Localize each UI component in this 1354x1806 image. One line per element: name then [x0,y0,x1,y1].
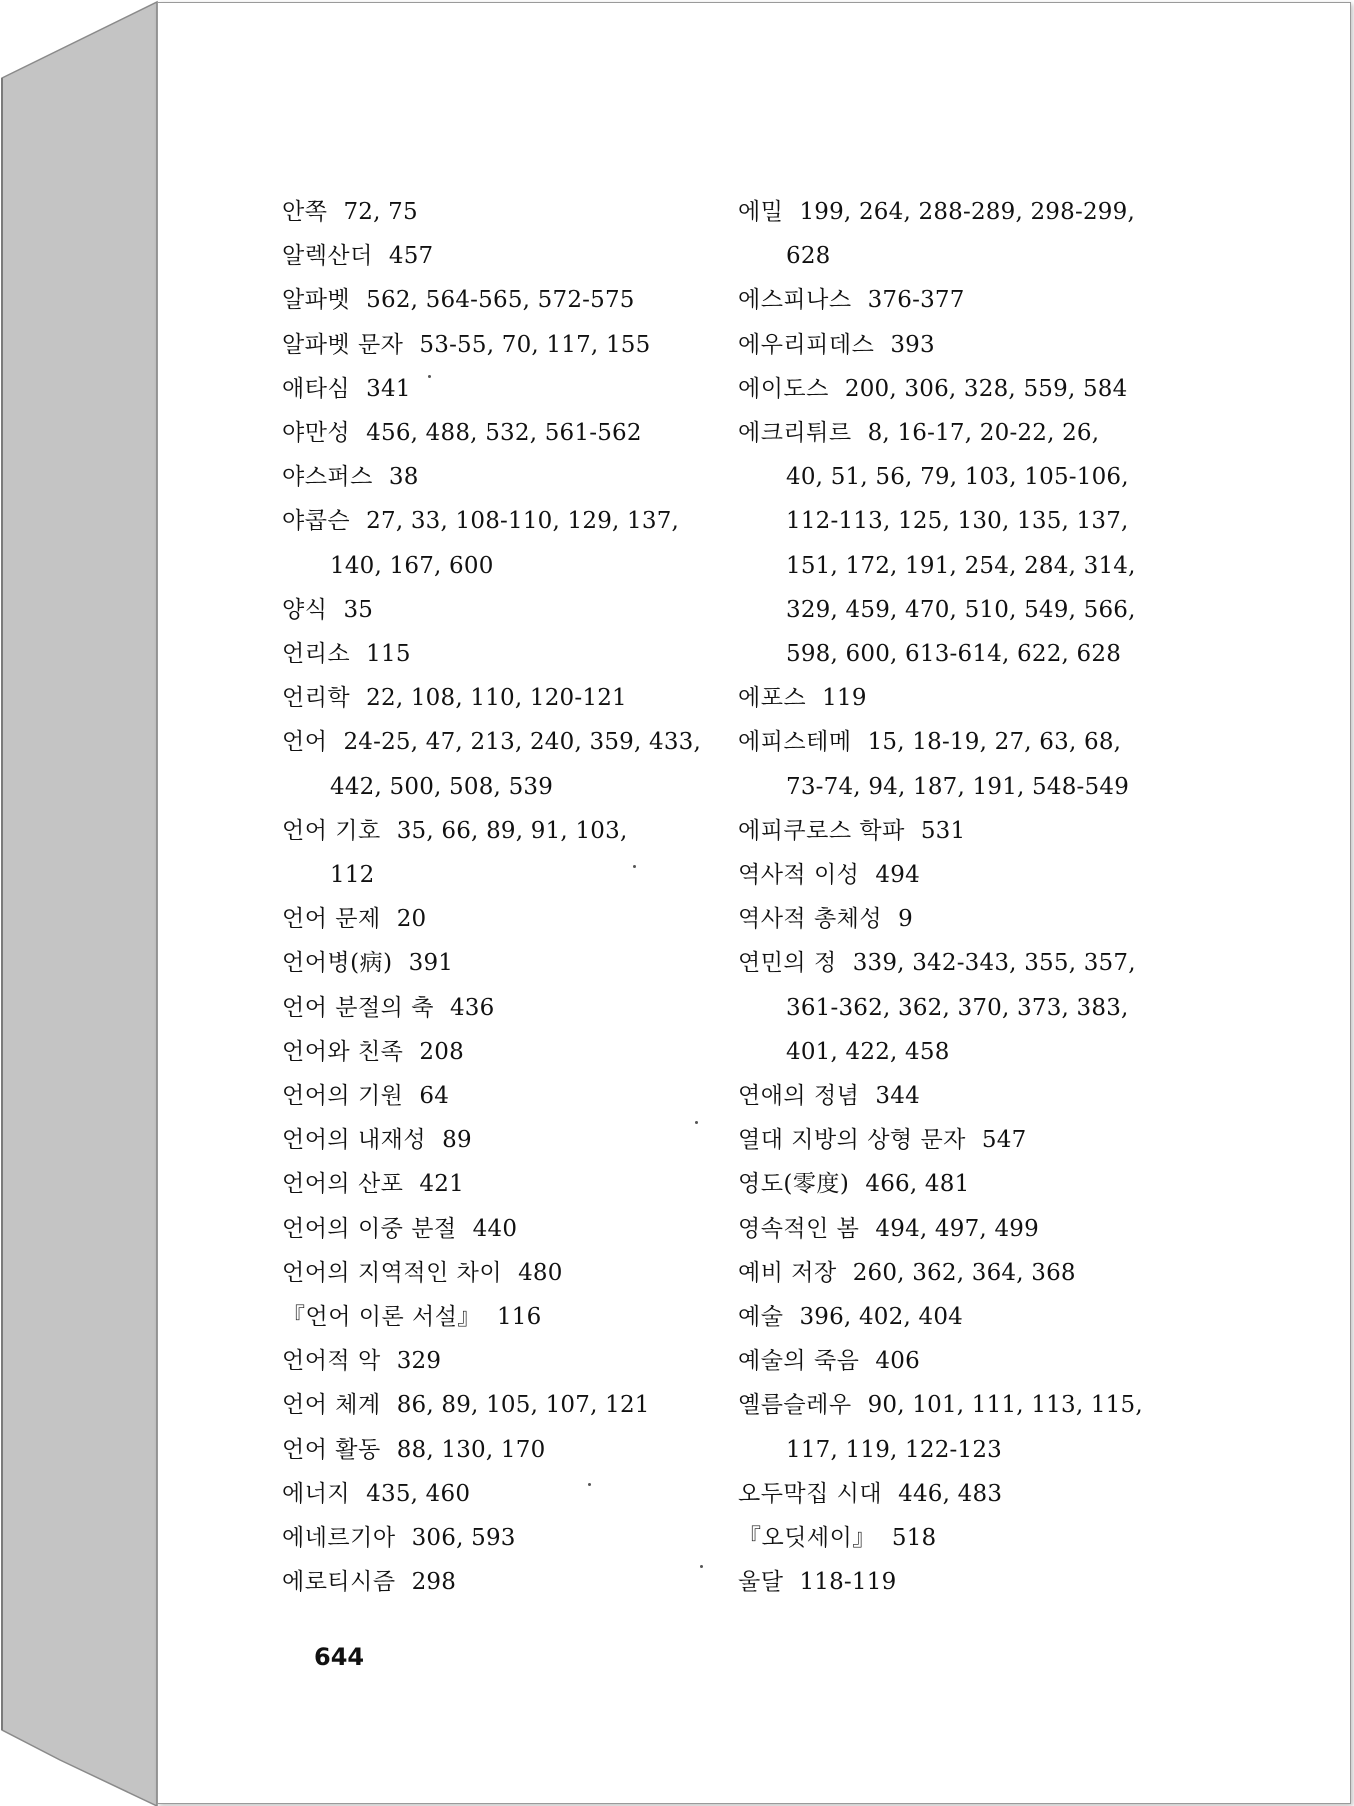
scan-speck [428,375,431,378]
index-term: 역사적 총체성 [738,906,883,933]
index-entry [282,632,701,676]
index-pages: 27, 33, 108-110, 129, 137, [366,508,680,535]
index-term: 언어의 내재성 [282,1127,427,1154]
index-pages: 298 [411,1569,457,1596]
index-pages: 480 [518,1259,563,1286]
index-entry [282,1207,701,1251]
index-term: 야스퍼스 [282,464,373,491]
index-entry [282,1472,701,1516]
index-pages: 547 [981,1127,1027,1154]
index-entry [738,941,1143,1074]
index-term: 울달 [738,1569,784,1596]
index-entry [738,1207,1143,1251]
index-pages: 446, 483 [898,1480,1003,1507]
index-term: 안쪽 [282,199,328,225]
index-entry [282,941,701,985]
index-pages: 440 [472,1215,518,1242]
index-entry [282,676,701,720]
index-term: 알파벳 [282,287,351,314]
index-entry [738,676,1143,720]
index-term: 에로티시즘 [282,1569,396,1596]
index-entry [738,853,1143,897]
index-pages: 329 [396,1348,442,1375]
scan-speck [633,865,636,868]
index-entry [282,809,701,897]
index-term: 역사적 이성 [738,862,860,889]
index-pages: 199, 264, 288-289, 298-299, [799,199,1135,225]
index-pages: 401, 422, 458 [786,1038,950,1065]
index-pages: 341 [366,375,411,402]
index-entry [738,1295,1143,1339]
index-pages: 494, 497, 499 [875,1215,1039,1242]
index-entry [282,1074,701,1118]
index-pages: 329, 459, 470, 510, 549, 566, [786,596,1136,623]
index-entry [282,455,701,499]
index-term: 에피쿠로스 학파 [738,817,905,844]
index-pages: 64 [419,1083,450,1110]
index-term: 알렉산더 [282,243,373,270]
index-pages: 391 [408,950,454,977]
index-column-left [282,190,701,1605]
index-term: 언어의 지역적인 차이 [282,1259,503,1286]
index-term: 에크리튀르 [738,420,852,447]
index-pages: 9 [898,906,913,933]
index-pages: 24-25, 47, 213, 240, 359, 433, [343,729,702,756]
index-entry [738,1251,1143,1295]
index-entry [738,897,1143,941]
index-entry [282,1251,701,1295]
index-term: 애타심 [282,375,351,402]
index-entry [738,1074,1143,1118]
index-term: 에스피나스 [738,287,852,314]
index-term: 언어병(病) [282,950,393,977]
index-pages: 518 [891,1525,937,1552]
index-pages: 208 [419,1038,464,1065]
index-term: 양식 [282,596,328,623]
index-entry [738,323,1143,367]
index-term: 야콥슨 [282,508,351,535]
index-pages: 376-377 [867,287,965,314]
index-term: 『언어 이론 서설』 [282,1304,481,1331]
index-term: 언어의 산포 [282,1171,404,1198]
scan-speck [695,1121,698,1124]
index-entry [282,190,701,234]
index-term: 언어 기호 [282,817,381,844]
index-term: 열대 지방의 상형 문자 [738,1127,966,1154]
index-pages: 628 [786,243,831,270]
index-term: 에우리피데스 [738,331,875,358]
index-entry [282,588,701,632]
index-entry [282,1383,701,1427]
index-term: 오두막집 시대 [738,1480,883,1507]
index-pages: 89 [442,1127,472,1154]
index-pages: 72, 75 [343,199,418,225]
index-term: 에네르기아 [282,1525,396,1552]
index-entry [282,986,701,1030]
index-term: 언어의 기원 [282,1083,404,1110]
index-pages: 116 [496,1304,542,1331]
scan-speck [700,1565,703,1568]
index-term: 예술의 죽음 [738,1348,860,1375]
index-pages: 86, 89, 105, 107, 121 [396,1392,650,1419]
index-pages: 118-119 [799,1569,897,1596]
index-entry [738,1383,1143,1471]
index-entry [282,411,701,455]
index-pages: 466, 481 [865,1171,970,1198]
index-term: 언어 활동 [282,1436,381,1463]
index-term: 언어 문제 [282,906,381,933]
index-term: 야만성 [282,420,351,447]
index-term: 연애의 정념 [738,1083,860,1110]
index-term: 옐름슬레우 [738,1392,852,1419]
index-pages: 306, 593 [411,1525,516,1552]
index-term: 에밀 [738,199,784,225]
index-pages: 435, 460 [366,1480,471,1507]
index-entry [282,499,701,587]
index-term: 언리소 [282,641,351,668]
index-term: 영속적인 봄 [738,1215,860,1242]
index-pages: 200, 306, 328, 559, 584 [844,375,1128,402]
index-pages: 598, 600, 613-614, 622, 628 [786,641,1122,668]
index-term: 영도(零度) [738,1171,850,1198]
index-term: 에너지 [282,1480,351,1507]
index-entry [738,367,1143,411]
index-pages: 15, 18-19, 27, 63, 68, [867,729,1122,756]
index-entry [738,1516,1143,1560]
index-term: 에포스 [738,685,807,712]
index-entry [738,1118,1143,1162]
index-pages: 115 [366,641,411,668]
index-entry [282,897,701,941]
index-term: 『오딧세이』 [738,1525,876,1552]
index-term: 예술 [738,1304,784,1331]
index-term: 연민의 정 [738,950,837,977]
index-term: 언어 [282,729,328,756]
index-entry [738,1339,1143,1383]
index-entry [282,1516,701,1560]
index-pages: 112 [330,862,375,889]
index-entry [738,278,1143,322]
index-term: 언어 체계 [282,1392,381,1419]
index-entry [282,1162,701,1206]
index-entry [738,411,1143,676]
index-pages: 494 [875,862,920,889]
index-term: 언어의 이중 분절 [282,1215,457,1242]
index-pages: 406 [875,1348,920,1375]
index-pages: 456, 488, 532, 561-562 [366,420,642,447]
index-pages: 339, 342-343, 355, 357, [852,950,1136,977]
page-number: 644 [314,1643,365,1671]
index-pages: 457 [388,243,434,270]
index-entry [738,1560,1143,1604]
index-entry [282,1560,701,1604]
index-pages: 344 [875,1083,920,1110]
index-pages: 53-55, 70, 117, 155 [419,331,651,358]
index-pages: 22, 108, 110, 120-121 [366,685,627,712]
index-pages: 151, 172, 191, 254, 284, 314, [786,552,1136,579]
index-entry [282,720,701,808]
index-pages: 140, 167, 600 [330,552,494,579]
index-term: 에피스테메 [738,729,852,756]
index-pages: 396, 402, 404 [799,1304,963,1331]
index-column-right [738,190,1143,1605]
index-term: 언리학 [282,685,351,712]
index-pages: 119 [822,685,867,712]
index-pages: 88, 130, 170 [396,1436,546,1463]
index-pages: 562, 564-565, 572-575 [366,287,635,314]
index-entry [282,1339,701,1383]
index-pages: 35 [343,596,374,623]
index-term: 언어와 친족 [282,1038,404,1065]
index-pages: 531 [920,817,966,844]
index-entry [282,367,701,411]
index-pages: 90, 101, 111, 113, 115, [867,1392,1143,1419]
index-entry [738,1162,1143,1206]
index-entry [282,1428,701,1472]
index-pages: 421 [419,1171,464,1198]
index-entry [282,1295,701,1339]
index-pages: 8, 16-17, 20-22, 26, [867,420,1100,447]
index-pages: 73-74, 94, 187, 191, 548-549 [786,773,1130,800]
index-entry [282,323,701,367]
index-entry [282,1030,701,1074]
index-entry [282,1118,701,1162]
index-pages: 38 [388,464,419,491]
index-pages: 442, 500, 508, 539 [330,773,554,800]
book-page [157,2,1351,1804]
index-pages: 35, 66, 89, 91, 103, [396,817,628,844]
index-term: 언어적 악 [282,1348,381,1375]
index-entry [738,190,1143,278]
index-pages: 20 [396,906,427,933]
scan-speck [588,1483,591,1486]
index-term: 에이도스 [738,375,829,402]
index-pages: 436 [449,994,495,1021]
index-term: 알파벳 문자 [282,331,404,358]
index-entry [738,720,1143,808]
index-pages: 361-362, 362, 370, 373, 383, [786,994,1129,1021]
index-term: 언어 분절의 축 [282,994,434,1021]
index-pages: 260, 362, 364, 368 [852,1259,1076,1286]
index-entry [738,1472,1143,1516]
index-entry [738,809,1143,853]
index-term: 예비 저장 [738,1259,837,1286]
index-pages: 112-113, 125, 130, 135, 137, [786,508,1129,535]
index-entry [282,278,701,322]
index-pages: 117, 119, 122-123 [786,1436,1003,1463]
index-entry [282,234,701,278]
index-pages: 393 [890,331,935,358]
index-pages: 40, 51, 56, 79, 103, 105-106, [786,464,1129,491]
